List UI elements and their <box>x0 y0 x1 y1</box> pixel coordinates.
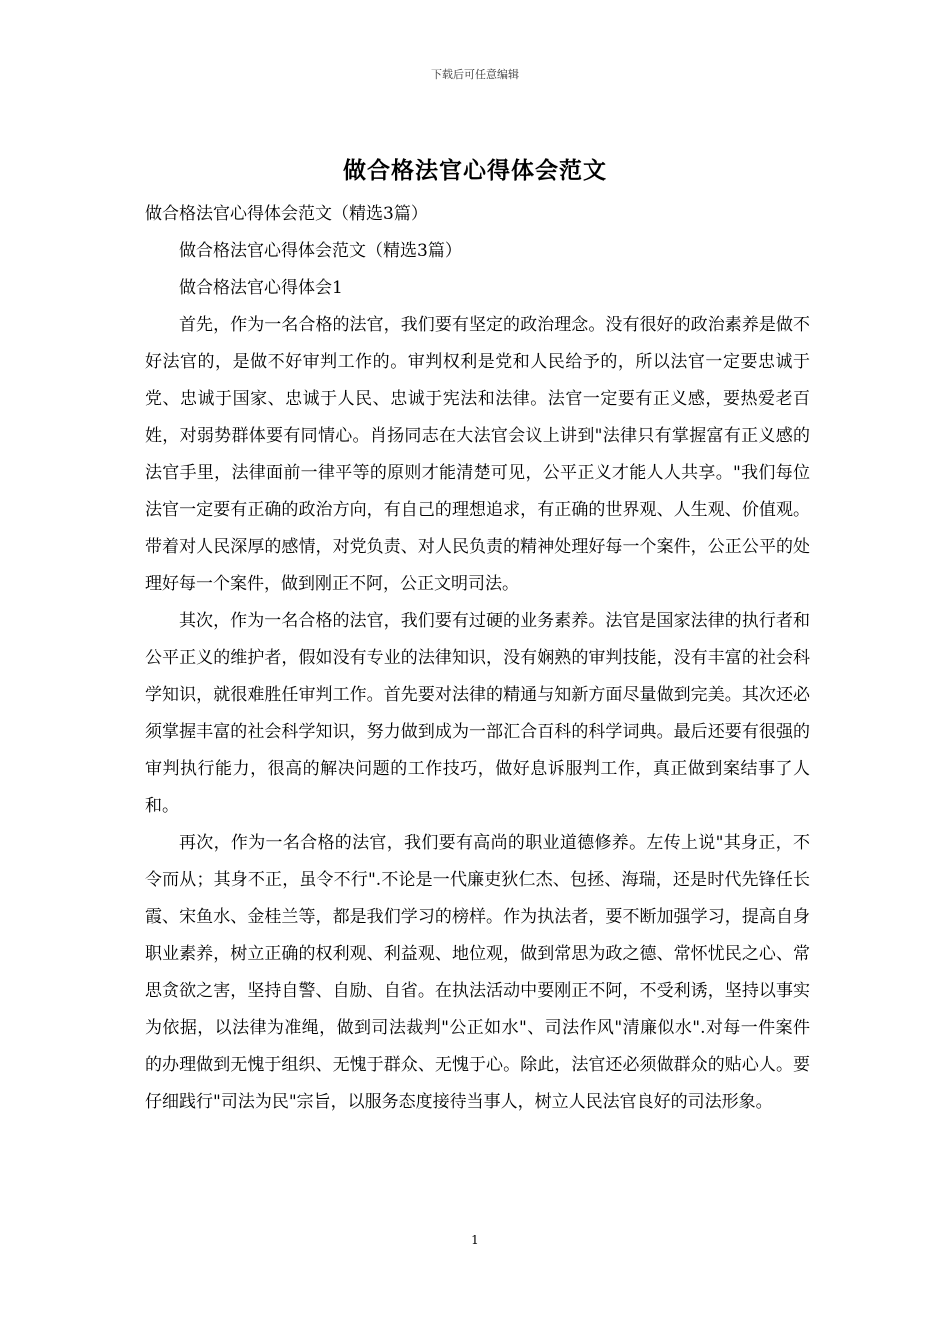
document-body <box>145 196 810 1121</box>
subtitle-line: 做合格法官心得体会范文（精选3篇） <box>145 204 428 224</box>
header-note: 下载后可任意编辑 <box>431 68 519 81</box>
page-number: 1 <box>471 1233 479 1247</box>
section-heading: 做合格法官心得体会1 <box>179 278 343 298</box>
subtitle-line-indented: 做合格法官心得体会范文（精选3篇） <box>179 241 462 261</box>
paragraph-3: 再次，作为一名合格的法官，我们要有高尚的职业道德修养。左传上说"其身正，不令而从；其身不正，虽令不行".不论是一代廉吏狄仁杰、包拯、海瑞，还是时代先锋任长霞、宋鱼水、金桂兰等，都是我们学习的榜样。作为执法者，要不断加强学习，提高自身职业素养，树立正确的权利观、利益观、地位观，做到常思为政之德、常怀忧民之心、常思贪欲之害，坚持自警、自励、自省。在执法活动中要刚正不阿，不受利诱，坚持以事实为依据，以法律为准绳，做到司法裁判"公正如水"、司法作风"清廉似水".对每一件案件的办理做到无愧于组织、无愧于群众、无愧于心。除此，法官还必须做群众的贴心人。要仔细践行"司法为民"宗旨，以服务态度接待当事人，树立人民法官良好的司法形象。 <box>145 833 810 1112</box>
paragraph-1: 首先，作为一名合格的法官，我们要有坚定的政治理念。没有很好的政治素养是做不好法官的，是做不好审判工作的。审判权利是党和人民给予的，所以法官一定要忠诚于党、忠诚于国家、忠诚于人民、忠诚于宪法和法律。法官一定要有正义感，要热爱老百姓，对弱势群体要有同情心。肖扬同志在大法官会议上讲到"法律只有掌握富有正义感的法官手里，法律面前一律平等的原则才能清楚可见，公平正义才能人人共享。"我们每位法官一定要有正确的政治方向，有自己的理想追求，有正确的世界观、人生观、价值观。带着对人民深厚的感情，对党负责、对人民负责的精神处理好每一个案件，公正公平的处理好每一个案件，做到刚正不阿，公正文明司法。 <box>145 315 810 594</box>
paragraph-2: 其次，作为一名合格的法官，我们要有过硬的业务素养。法官是国家法律的执行者和公平正义的维护者，假如没有专业的法律知识，没有娴熟的审判技能，没有丰富的社会科学知识，就很难胜任审判工作。首先要对法律的精通与知新方面尽量做到完美。其次还必须掌握丰富的社会科学知识，努力做到成为一部汇合百科的科学词典。最后还要有很强的审判执行能力，很高的解决问题的工作技巧，做好息诉服判工作，真正做到案结事了人和。 <box>145 611 810 816</box>
document-title: 做合格法官心得体会范文 <box>343 157 607 184</box>
